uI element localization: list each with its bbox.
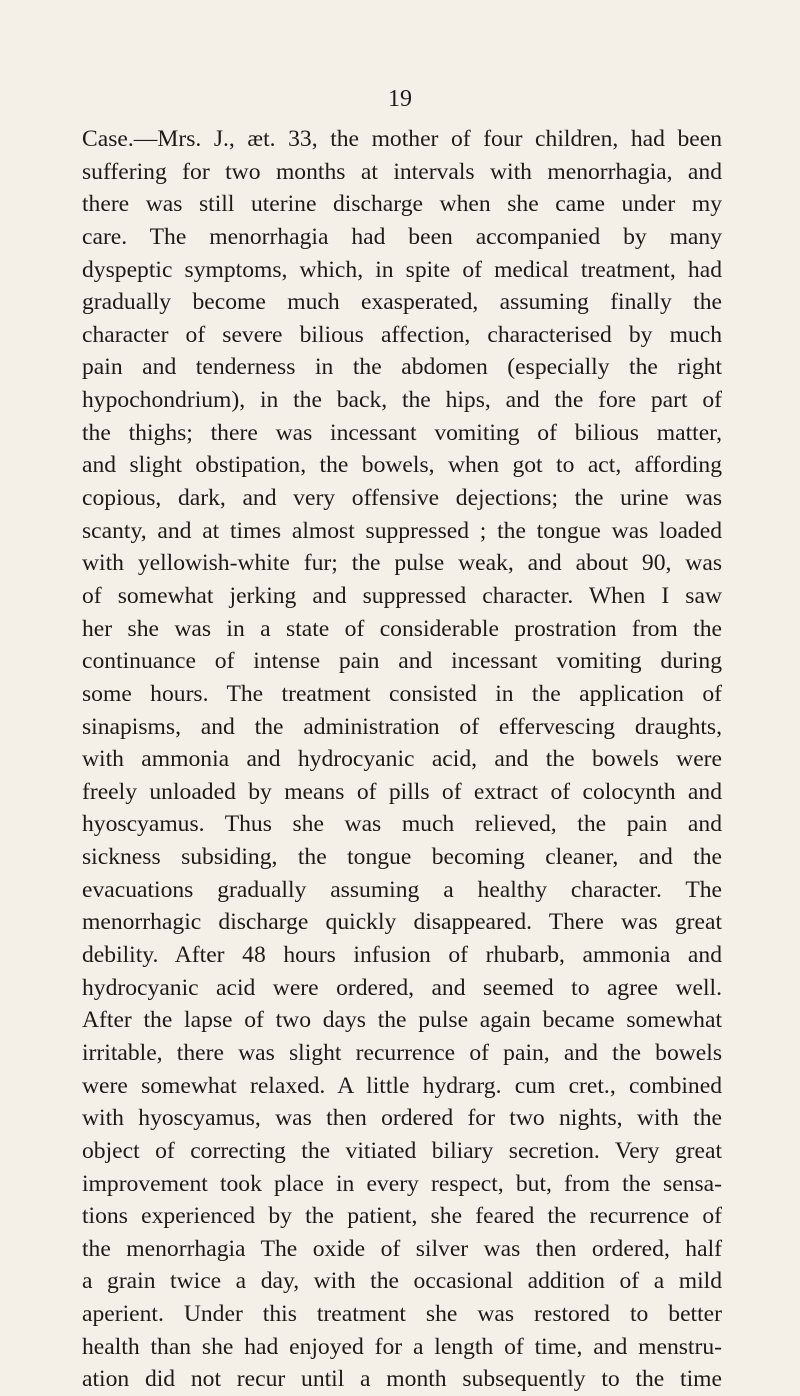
text-line: sickness subsiding, the tongue becoming cleaner, and the xyxy=(82,844,722,871)
text-line: continuance of intense pain and incessant vomiting during xyxy=(82,648,722,675)
text-line: her she was in a state of considerable prostration from the xyxy=(82,615,722,642)
text-line: freely unloaded by means of pills of extract of colocynth and xyxy=(82,778,722,805)
text-line: evacuations gradually assuming a healthy character. The xyxy=(82,876,722,903)
text-line: scanty, and at times almost suppressed ; the tongue was loaded xyxy=(82,517,722,544)
case-paragraph xyxy=(82,123,722,1396)
text-line: object of correcting the vitiated biliary secretion. Very great xyxy=(82,1137,722,1164)
text-line: hyoscyamus. Thus she was much relieved, the pain and xyxy=(82,811,722,838)
text-line: of somewhat jerking and suppressed character. When I saw xyxy=(82,582,722,609)
text-line: with yellowish-white fur; the pulse weak, and about 90, was xyxy=(82,550,722,577)
text-line: with hyoscyamus, was then ordered for two nights, with the xyxy=(82,1105,722,1132)
text-line: there was still uterine discharge when she came under my xyxy=(82,191,722,218)
text-line: hypochondrium), in the back, the hips, and the fore part of xyxy=(82,387,722,414)
text-line: dyspeptic symptoms, which, in spite of medical treatment, had xyxy=(82,256,722,283)
text-line: tions experienced by the patient, she feared the recurrence of xyxy=(82,1203,722,1230)
text-line: were somewhat relaxed. A little hydrarg. cum cret., combined xyxy=(82,1072,722,1099)
text-line: copious, dark, and very offensive dejections; the urine was xyxy=(82,485,722,512)
text-line: character of severe bilious affection, characterised by much xyxy=(82,321,722,348)
text-line: After the lapse of two days the pulse again became somewhat xyxy=(82,1007,722,1034)
text-line: the thighs; there was incessant vomiting of bilious matter, xyxy=(82,419,722,446)
text-line: health than she had enjoyed for a length of time, and menstru- xyxy=(82,1333,722,1360)
text-line: a grain twice a day, with the occasional addition of a mild xyxy=(82,1268,722,1295)
text-line: some hours. The treatment consisted in the application of xyxy=(82,680,722,707)
page-number: 19 xyxy=(388,86,412,112)
text-line: aperient. Under this treatment she was restored to better xyxy=(82,1301,722,1328)
text-line: irritable, there was slight recurrence of pain, and the bowels xyxy=(82,1039,722,1066)
text-line: the menorrhagia The oxide of silver was then ordered, half xyxy=(82,1235,722,1262)
text-line: care. The menorrhagia had been accompanied by many xyxy=(82,223,722,250)
text-line: sinapisms, and the administration of effervescing draughts, xyxy=(82,713,722,740)
text-line: with ammonia and hydrocyanic acid, and the bowels were xyxy=(82,746,722,773)
text-line: and slight obstipation, the bowels, when got to act, affording xyxy=(82,452,722,479)
text-line: ation did not recur until a month subsequently to the time xyxy=(82,1366,722,1393)
text-line: pain and tenderness in the abdomen (especially the right xyxy=(82,354,722,381)
text-line: improvement took place in every respect, but, from the sensa- xyxy=(82,1170,722,1197)
text-line: gradually become much exasperated, assuming finally the xyxy=(82,289,722,316)
text-line: debility. After 48 hours infusion of rhubarb, ammonia and xyxy=(82,942,722,969)
text-line: hydrocyanic acid were ordered, and seemed to agree well. xyxy=(82,974,722,1001)
text-line: menorrhagic discharge quickly disappeared. There was great xyxy=(82,909,722,936)
text-line: suffering for two months at intervals with menorrhagia, and xyxy=(82,158,722,185)
text-line: Case.—Mrs. J., æt. 33, the mother of four children, had been xyxy=(82,126,722,152)
